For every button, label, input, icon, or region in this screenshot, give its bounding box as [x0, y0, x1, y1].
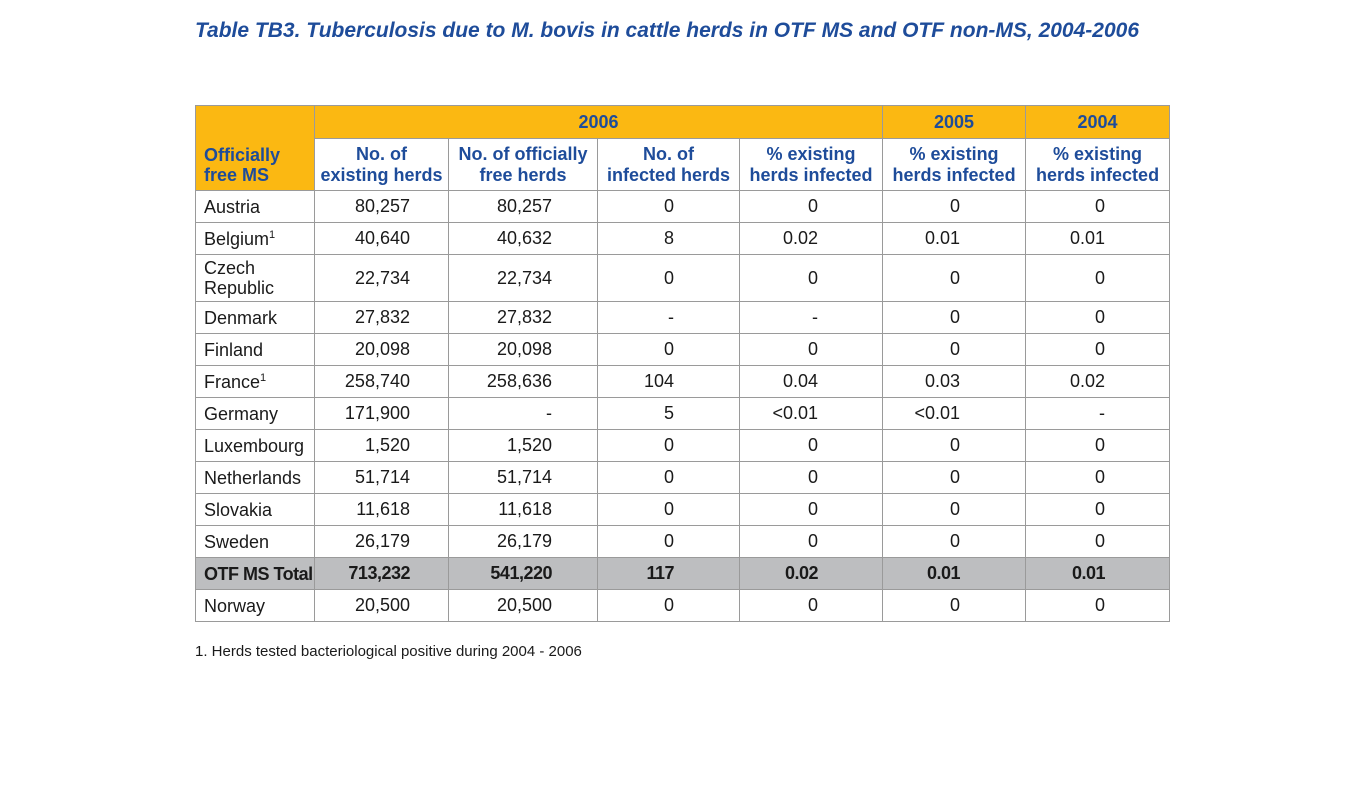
year-header-2004: 2004 [1026, 106, 1170, 139]
pct-2005-cell: 0 [883, 494, 1026, 526]
total-label: OTF MS Total [204, 563, 313, 584]
country-name: Finland [204, 339, 264, 360]
country-name: Luxembourg [204, 435, 305, 456]
infected-herds-cell: 104 [598, 366, 740, 398]
pct-2005-cell: 0 [883, 302, 1026, 334]
table-title: Table TB3. Tuberculosis due to M. bovis in cattle herds in OTF MS and OTF non-MS, 2004-2006 [195, 19, 1139, 42]
pct-2006-cell: 0 [740, 526, 883, 558]
free-herds-cell: 20,098 [449, 334, 598, 366]
pct-2006-cell: 0.02 [740, 558, 883, 590]
free-herds-cell: 22,734 [449, 255, 598, 302]
infected-herds-cell: 117 [598, 558, 740, 590]
pct-2005-cell: 0.01 [883, 223, 1026, 255]
country-name-line2: Republic [204, 278, 275, 298]
country-cell [196, 366, 315, 398]
pct-2005-cell: 0 [883, 334, 1026, 366]
free-herds-cell: 80,257 [449, 191, 598, 223]
footnote: 1. Herds tested bacteriological positive during 2004 - 2006 [195, 643, 582, 660]
free-herds-cell: 26,179 [449, 526, 598, 558]
country-name-line1: Czech [204, 258, 256, 278]
table-row-sweden [196, 526, 1170, 558]
table-row-austria [196, 191, 1170, 223]
pct-2005-cell: 0.03 [883, 366, 1026, 398]
country-name: Austria [204, 196, 261, 217]
pct-2006-cell: 0 [740, 494, 883, 526]
col-header-officially-free-herds [449, 139, 598, 191]
free-herds-cell: 541,220 [449, 558, 598, 590]
pct-2004-cell: 0 [1026, 334, 1170, 366]
corner-header [196, 106, 315, 191]
pct-2006-cell: <0.01 [740, 398, 883, 430]
col-header-existing-herds [315, 139, 449, 191]
country-name: Denmark [204, 307, 278, 328]
col-header-line: infected herds [606, 164, 731, 185]
col-header-line: herds infected [749, 164, 873, 185]
country-cell [196, 334, 315, 366]
pct-2006-cell: 0 [740, 462, 883, 494]
col-header-line: No. of officially [458, 143, 588, 164]
pct-2006-cell: - [740, 302, 883, 334]
country-cell [196, 430, 315, 462]
pct-2006-cell: 0 [740, 590, 883, 622]
infected-herds-cell: 0 [598, 526, 740, 558]
free-herds-cell: 1,520 [449, 430, 598, 462]
pct-2004-cell: 0 [1026, 590, 1170, 622]
existing-herds-cell: 80,257 [315, 191, 449, 223]
country-cell [196, 223, 315, 255]
table-row-belgium [196, 223, 1170, 255]
pct-2006-cell: 0.02 [740, 223, 883, 255]
column-header-row [196, 139, 1170, 191]
year-header-2005: 2005 [883, 106, 1026, 139]
existing-herds-cell: 1,520 [315, 430, 449, 462]
pct-2005-cell: 0 [883, 191, 1026, 223]
col-header-line: No. of [356, 143, 407, 164]
col-header-infected-herds [598, 139, 740, 191]
country-name: Germany [204, 403, 279, 424]
col-header-line: free herds [479, 164, 567, 185]
col-header-line: herds infected [1036, 164, 1160, 185]
col-header-pct-infected-2005 [883, 139, 1026, 191]
infected-herds-cell: 0 [598, 494, 740, 526]
pct-2004-cell: - [1026, 398, 1170, 430]
country-cell [196, 590, 315, 622]
table-row-luxembourg [196, 430, 1170, 462]
existing-herds-cell: 20,500 [315, 590, 449, 622]
existing-herds-cell: 258,740 [315, 366, 449, 398]
pct-2004-cell: 0.02 [1026, 366, 1170, 398]
col-header-line: existing herds [320, 164, 443, 185]
infected-herds-cell: 0 [598, 590, 740, 622]
country-name: Norway [204, 595, 266, 616]
country-cell [196, 302, 315, 334]
existing-herds-cell: 20,098 [315, 334, 449, 366]
pct-2006-cell: 0 [740, 430, 883, 462]
table-row-denmark [196, 302, 1170, 334]
table-row-slovakia [196, 494, 1170, 526]
country-name: France [204, 371, 261, 392]
table-row-germany [196, 398, 1170, 430]
pct-2004-cell: 0 [1026, 526, 1170, 558]
footnote-marker: 1 [260, 371, 267, 384]
tuberculosis-table [195, 105, 1170, 622]
pct-2004-cell: 0 [1026, 191, 1170, 223]
col-header-line: herds infected [892, 164, 1016, 185]
pct-2006-cell: 0 [740, 334, 883, 366]
corner-label-line2: free MS [204, 165, 270, 185]
pct-2004-cell: 0 [1026, 494, 1170, 526]
free-herds-cell: 11,618 [449, 494, 598, 526]
country-cell [196, 558, 315, 590]
infected-herds-cell: 0 [598, 334, 740, 366]
existing-herds-cell: 51,714 [315, 462, 449, 494]
infected-herds-cell: 8 [598, 223, 740, 255]
free-herds-cell: 40,632 [449, 223, 598, 255]
existing-herds-cell: 26,179 [315, 526, 449, 558]
pct-2005-cell: 0 [883, 590, 1026, 622]
free-herds-cell: 258,636 [449, 366, 598, 398]
country-name: Slovakia [204, 499, 273, 520]
pct-2004-cell: 0 [1026, 302, 1170, 334]
country-cell [196, 398, 315, 430]
pct-2004-cell: 0.01 [1026, 223, 1170, 255]
infected-herds-cell: - [598, 302, 740, 334]
col-header-pct-infected-2004 [1026, 139, 1170, 191]
country-cell [196, 255, 315, 302]
pct-2006-cell: 0 [740, 255, 883, 302]
free-herds-cell: 27,832 [449, 302, 598, 334]
pct-2005-cell: 0 [883, 462, 1026, 494]
table-row-france [196, 366, 1170, 398]
existing-herds-cell: 22,734 [315, 255, 449, 302]
col-header-line: No. of [643, 143, 694, 164]
pct-2006-cell: 0.04 [740, 366, 883, 398]
existing-herds-cell: 171,900 [315, 398, 449, 430]
country-cell [196, 191, 315, 223]
pct-2004-cell: 0 [1026, 430, 1170, 462]
country-cell [196, 526, 315, 558]
pct-2006-cell: 0 [740, 191, 883, 223]
col-header-line: % existing [766, 143, 856, 164]
col-header-pct-infected-2006 [740, 139, 883, 191]
table-row-total [196, 558, 1170, 590]
infected-herds-cell: 0 [598, 462, 740, 494]
infected-herds-cell: 5 [598, 398, 740, 430]
existing-herds-cell: 11,618 [315, 494, 449, 526]
country-name: Sweden [204, 531, 270, 552]
country-name: Netherlands [204, 467, 302, 488]
infected-herds-cell: 0 [598, 191, 740, 223]
pct-2005-cell: <0.01 [883, 398, 1026, 430]
pct-2005-cell: 0.01 [883, 558, 1026, 590]
pct-2004-cell: 0.01 [1026, 558, 1170, 590]
table-row-norway [196, 590, 1170, 622]
free-herds-cell: - [449, 398, 598, 430]
existing-herds-cell: 40,640 [315, 223, 449, 255]
country-name: Belgium [204, 228, 270, 249]
pct-2005-cell: 0 [883, 430, 1026, 462]
existing-herds-cell: 713,232 [315, 558, 449, 590]
footnote-marker: 1 [269, 228, 276, 241]
infected-herds-cell: 0 [598, 430, 740, 462]
year-header-2006: 2006 [315, 106, 883, 139]
free-herds-cell: 20,500 [449, 590, 598, 622]
country-cell [196, 462, 315, 494]
pct-2005-cell: 0 [883, 526, 1026, 558]
corner-label-line1: Officially [204, 145, 281, 165]
infected-herds-cell: 0 [598, 255, 740, 302]
year-header-row [196, 106, 1170, 139]
pct-2004-cell: 0 [1026, 255, 1170, 302]
col-header-line: % existing [909, 143, 999, 164]
free-herds-cell: 51,714 [449, 462, 598, 494]
country-cell [196, 494, 315, 526]
col-header-line: % existing [1053, 143, 1143, 164]
table-row-netherlands [196, 462, 1170, 494]
existing-herds-cell: 27,832 [315, 302, 449, 334]
pct-2005-cell: 0 [883, 255, 1026, 302]
table-row-czech-republic [196, 255, 1170, 302]
table-row-finland [196, 334, 1170, 366]
pct-2004-cell: 0 [1026, 462, 1170, 494]
